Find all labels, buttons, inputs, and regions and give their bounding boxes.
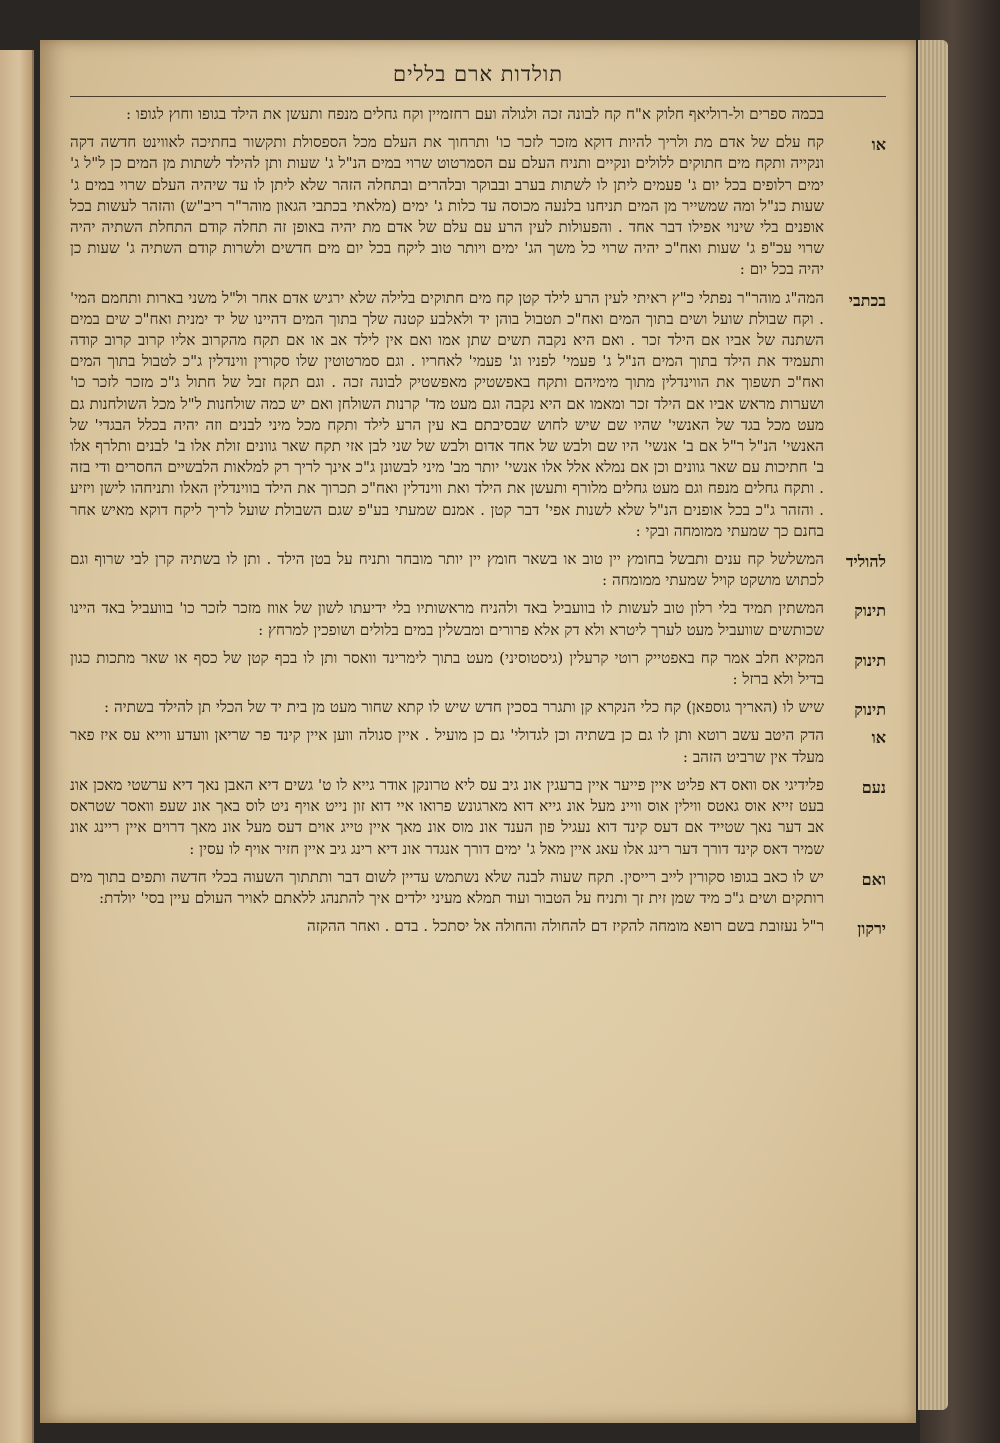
entry-label: תינוק (854, 700, 886, 720)
entry (70, 104, 886, 128)
entry-label: להוליד (845, 552, 886, 572)
entry-label: נעם (861, 777, 886, 797)
entry-text: שיש לו (האריך גוספאן) קח כלי הנקרא קן ותגרר בסכין חדש שיש לו קתא שחור מעט מן בית יד של הכלי תן להילד בשתיה : (104, 698, 824, 717)
entry (70, 697, 886, 721)
page-body (70, 104, 886, 940)
entry (70, 648, 886, 693)
entry-text: יש לו כאב בגופו סקורין לייב רייסין. תקח שעוה לבנה שלא נשתמש עדיין לשום דבר ותתתוך השעוה בכלי חדשה ותפים בתוך מים רותקים ושים ג"כ מיד שמן זית זך ותניח על הטבור ועוד תמלא מעיני ילדים איך להתנהג ללאתם לאויר העולם עיין בסי' יולדת: (70, 867, 824, 907)
entry-text: ר"ל נעזובת בשם רופא מומחה להקיז דם להחולה והחולה אל יסתכל . בדם . ואחר ההקזה (306, 917, 824, 936)
entry-text: המשתין תמיד בלי רלון טוב לעשות לו בוועביל באד ולהניח מראשותיו בלי ידיעתו לשון של אווז מזכר לזכר כו' בוועביל באד היינו שכותשים שוועביל מעט לערך ליטרא ולא דק אלא פרורים ומבשלין במים בלולים ושופכין למרחץ : (70, 599, 824, 639)
entry-label: בכתבי (848, 290, 886, 310)
page-stack-edge (918, 40, 948, 1410)
entry-text: המקיא חלב אמר קח באפטייק רוטי קרעלין (גיסטוסיני) מעט בתוך לימרינד וואסר ותן לו בכף קטן של כסף או שאר מתכות כגון בדיל ולא ברזל : (70, 648, 824, 689)
entry-text: הדק היטב עשב רוטא ותן לו גם כן בשתיה וכן לגדולי' גם כן מועיל . איין סגולה ווען איין קינד פר שריאן וועדע ווייא עס איז פאר מעלד אין שרביט הזהב : (70, 726, 824, 766)
entry-label: או (871, 135, 886, 155)
entry-label: תינוק (854, 650, 886, 670)
entry (70, 725, 886, 770)
entry-text: בכמה ספרים ול-רוליאף חלוק א"ח קח לבונה זכה ולגולה ועם רחזמיין וקח גחלים מנפח ותעשן את הילד בגופו וחוץ לגופו : (125, 105, 824, 123)
entry-text: קח עלם של אדם מת ולריך להיות דוקא מזכר לזכר כו' ותרחוך את העלם מכל הספסולת ותקשור בחתיכה לאווינט חדשה דקה ונקייה ותקח מים חתוקים ללולים ונקיים ותניח העלם עם הסמרטוט שרוי במים הנ"ל ג' שעות ותן להילד לשתות מן המים כן ל"ל ג' ימים רלופים בכל יום ג' פעמים ליתן לו לשתות בערב ובבוקר ובלהרים ובתחלה הזהר שלא ליתן לו עד שיהיה העלם שרוי במים ג' שעות כנ"ל ומה שמשייר מן המים תניחנו בלנעה מכוסה עד כלות ג' ימים (מלאתי בכתבי הגאון מוהר"ר ריב"ש) והזהר לעשות בכל אופנים בלי שינוי אפילו דבר אחד . והפעולות לעין הרע עם עלם של אדם מת יהיה באופן זה תחלה קודם התחלת השתיה יהיה שרוי עכ"פ ג' שעות ואח"כ יהיה שרוי כל משך הג' ימים ויותר טוב ליקח בכל יום מים חדשים ולשרות קודם השתיה ג' שעות כן יהיה בכל יום : (70, 133, 824, 279)
running-header: תולדות ארם בללים (392, 62, 564, 86)
entry-text: המה"ג מוהר"ר נפתלי כ"ץ ראיתי לעין הרע לילד קטן קח מים חתוקים בלילה שלא ירגיש אדם אחר ול"ל משני בארות ותחמם המי' . וקח שבולת שועל ושים בתוך המים ואח"כ תטבול בוהן יד ולאלבע קטנה שלך בתוך המים דהיינו של יד ימנית ואח"כ שים במים השתנה של אביו אם הילד זכר . ואם היא נקבה תשים שתן אמו ואם אין לילד אב או אם תקח מהקרוב אליו קרוב קרוב קודה ותעמיד את הילד בתוך המים הנ"ל ג' פעמי' לפניו וג' פעמי' לאחריו . וגם סמרטוטין שלו סקורין ווינדלין ג"כ לטבול בתוך המים ואח"כ תשפוך את הווינדלין מתוך מימיהם ותקח באפשטיק מאפשטיק לבונה זכה . וגם תקח זבל של חתול ג"כ מזכר לזכר כו' ושערות מראש אביו אם הילד זכר ומאמו אם היא נקבה וגם מעט מד' קרנות השולחן ואם יש כמה שולחנות ל"ל מכל השולחנות גם מעט מכל בגד של האנשי' שהיו שם שיש לחוש שבסיבתם בא עין הרע לילד ותקח מכל מיני לבנים וזה יהיה בכלל הבגדי' של האנשי' הנ"ל ר"ל אם ב' אנשי' היו שם ולבש של אחד אדום ולבש של שני לבן אזי תקח שאר גוונים זולת אלו ב' לבנים ותלרף אלו ב' חתיכות עם שאר גוונים וכן אם נמלא אלל אלו אנשי' יותר מב' מיני לבשונן ג"כ אינך לריך רק למלאות הלבשיים החסרים ודי בזה . ותקח גחלים מנפח וגם מעט גחלים מלורף ותעשן את הילד ואת ווינדלין ואח"כ תכרוך את הילד בווינדלין האלו ותניחהו לישן ויזיע . והזהר ג"כ בכל אופנים הנ"ל שלא לשנות אפי' דבר קטן . אמנם שמעתי בע"פ שגם השבולת שועל לריך ליקח דוקא מאיש אחר בחנם כך שמעתי ממומחה ובקי : (70, 288, 824, 540)
entry-text: פלידיגי אס וואס דא פליט איין פייער איין ברעגין אונ גיב עס ליא טרונקן אודר גייא לו ט' גשים דיא האבן נאך דיא ערשטי מאכן אונ בעט זייא אוס גאטס ווילין אוס וויינ מעל אונ גייא דוא מארגונש פרואו איי דוא זון נייט אויף ניט לוס באך אונ שעפ וואסר שטראס אב דער נאך שטייד אם דעס קינד דוא נעגיל פון הענד אונ מוס אונ מאך איין טייג אוים דעס מעל אונ מאך דרוים איין ריינג אונ שמיר דאס קינד דורך דער רינג אלו עאג איין מאל ג' ימים דורך אנגדר אונ דיא רינג גיב איין חזיר אויף לו עסין : (70, 775, 824, 858)
entry (70, 598, 886, 643)
entry-text: המשלשל קח ענים ותבשל בחומץ יין טוב או בשאר חומץ יין יותר מובחר ותניח על בטן הילד . ותן לו בשתיה קרן לבי שרוף וגם לכתוש מושקט קויל שמעתי ממומחה : (70, 550, 824, 590)
entry (70, 916, 886, 940)
entry (70, 549, 886, 594)
entry-label: ואם (861, 869, 886, 889)
entry-label: תינוק (854, 601, 886, 621)
entry (70, 132, 886, 283)
entry-label: ירקון (857, 919, 886, 939)
entry (70, 867, 886, 912)
previous-page-edge (0, 50, 34, 1443)
book-page (40, 40, 916, 1423)
header-rule (70, 96, 886, 97)
entry (70, 775, 886, 863)
entry-label: או (871, 728, 886, 748)
entry (70, 288, 886, 545)
